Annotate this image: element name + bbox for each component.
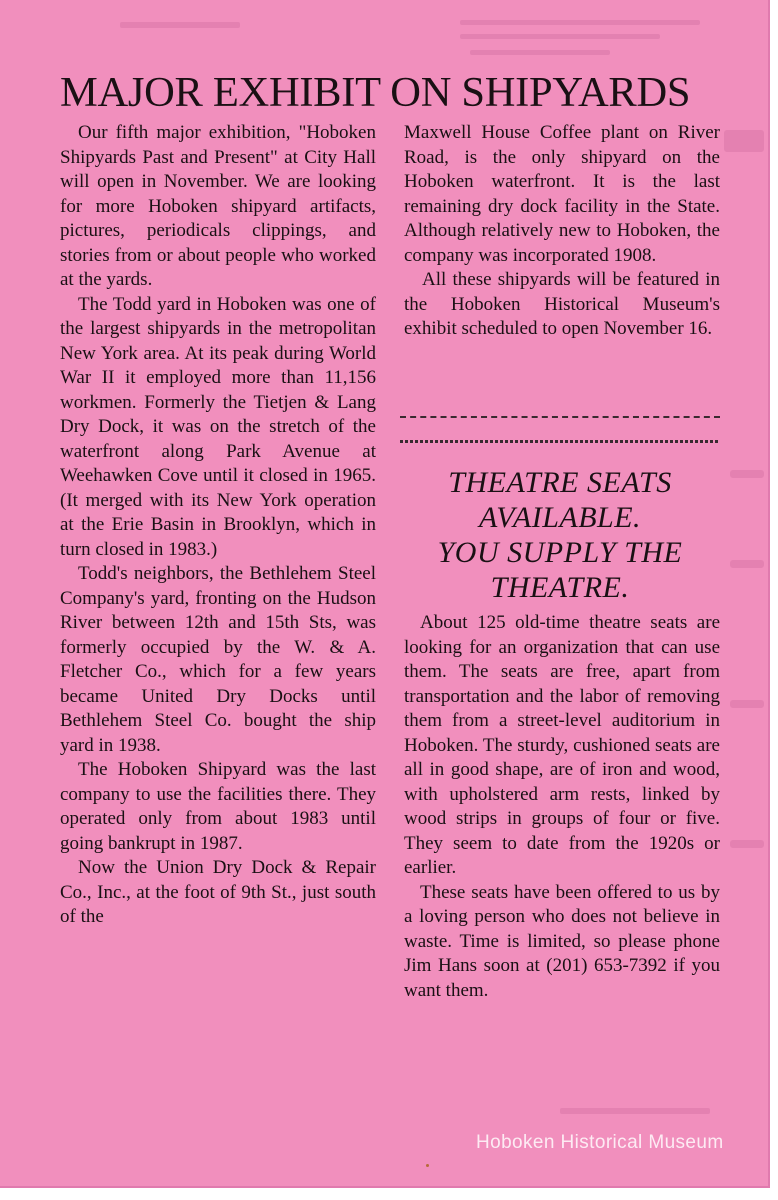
theatre-article-body [404,611,720,1003]
theatre-heading-line: THEATRE. [490,571,630,604]
shipyards-paragraph: Now the Union Dry Dock & Repair Co., Inc., at the foot of 9th St., just south of the [60,857,376,927]
shipyards-paragraph: The Hoboken Shipyard was the last company to use the facilities there. They operated only from about 1983 until going bankrupt in 1987. [60,759,376,854]
shipyards-paragraph-continued: Maxwell House Coffee plant on River Road, is the only shipyard on the Hoboken waterfront. It is the last remaining dry dock facility in the State. Although relatively new to Hoboken, the company was incorporated 1908. [404,122,720,266]
dotted-divider [400,440,720,443]
shipyards-column-left [60,121,376,930]
paper-speck [426,1164,429,1167]
dashed-divider [400,416,720,418]
theatre-heading [400,465,720,605]
theatre-heading-line: YOU SUPPLY THE [437,536,683,569]
theatre-paragraph: About 125 old-time theatre seats are looking for an organization that can use them. The seats are free, apart from transportation and the labor of removing them from a street-level auditorium in Hoboken. The sturdy, cushioned seats are all in good shape, are of iron and wood, with upholstered arm rests, linked by wood strips in groups of four or five. They seem to date from the 1920s or earlier. [404,612,720,878]
theatre-heading-line: THEATRE SEATS [448,466,672,499]
shipyards-column-right [404,121,720,342]
shipyards-paragraph: Our fifth major exhibition, "Hoboken Shipyards Past and Present" at City Hall will open in November. We are looking for more Hoboken shipyard artifacts, pictures, periodicals clippings, and stories from or about people who worked at the yards. [60,122,376,290]
theatre-heading-line: AVAILABLE. [478,501,642,534]
shipyards-paragraph: Todd's neighbors, the Bethlehem Steel Company's yard, fronting on the Hudson River between 12th and 15th Sts, was formerly occupied by the W. & A. Fletcher Co., which for a few years became United Dry Docks until Bethlehem Steel Co. bought the ship yard in 1938. [60,563,376,756]
theatre-paragraph: These seats have been offered to us by a loving person who does not believe in waste. Time is limited, so please phone Jim Hans soon at (201) 653-7392 if you want them. [404,881,720,1001]
headline: MAJOR EXHIBIT ON SHIPYARDS [60,69,691,116]
shipyards-paragraph: The Todd yard in Hoboken was one of the largest shipyards in the metropolitan New York area. At its peak during World War II it employed more than 11,156 workmen. Formerly the Tietjen & Lang Dry Dock, it was on the stretch of the waterfront along Park Avenue at Weehawken Cove until it closed in 1965. (It merged with its New York operation at the Erie Basin in Brooklyn, which in turn closed in 1983.) [60,293,376,560]
shipyards-paragraph: All these shipyards will be featured in the Hoboken Historical Museum's exhibit scheduled to open November 16. [404,269,720,339]
museum-watermark: Hoboken Historical Museum [476,1132,724,1153]
